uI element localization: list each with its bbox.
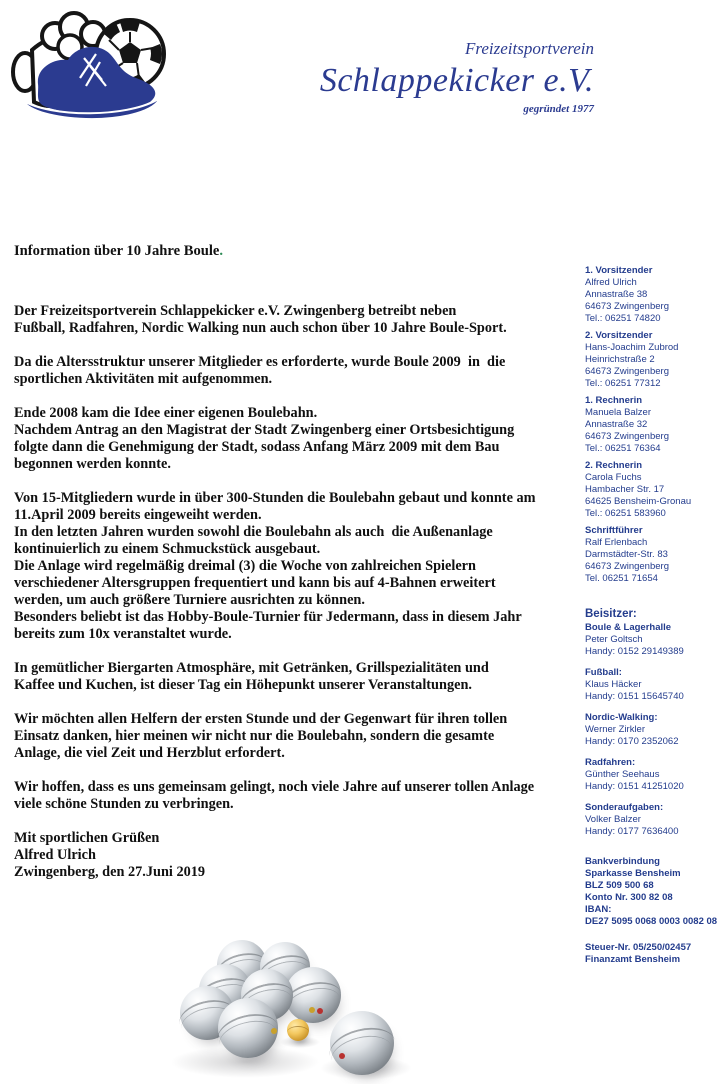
paragraph (14, 660, 576, 694)
paragraph (14, 490, 576, 643)
beisitzer-heading: Beisitzer: (585, 608, 637, 620)
paragraph-line: viele schöne Stunden zu verbringen. (14, 796, 234, 812)
sidebar-section-heading: 2. Rechnerin (585, 460, 643, 471)
sidebar-section-heading: Boule & Lagerhalle (585, 622, 672, 633)
sidebar-section-line: Peter Goltsch (585, 634, 643, 645)
sidebar-section (585, 395, 721, 455)
paragraph-line: Fußball, Radfahren, Nordic Walking nun auch schon über 10 Jahre Boule-Sport. (14, 320, 507, 336)
paragraph-line: Von 15-Mitgliedern wurde in über 300-Stunden die Boulebahn gebaut und konnte am (14, 490, 536, 506)
sidebar-section-line: Ralf Erlenbach (585, 537, 648, 548)
paragraph-line: In gemütlicher Biergarten Atmosphäre, mit Getränken, Grillspezialitäten und (14, 660, 489, 676)
ball-mark (317, 1008, 323, 1014)
sidebar-section (585, 525, 721, 585)
sidebar-section-line: Handy: 0151 15645740 (585, 691, 684, 702)
tax-line: Finanzamt Bensheim (585, 954, 681, 965)
bank-details (585, 856, 721, 928)
paragraph (14, 405, 576, 473)
sidebar-section (585, 757, 721, 793)
jack-ball (287, 1019, 309, 1041)
petanque-ball (330, 1011, 394, 1075)
sidebar-section-line: 64673 Zwingenberg (585, 366, 669, 377)
sidebar-section-line: Tel.: 06251 583960 (585, 508, 666, 519)
sidebar-section (585, 330, 721, 390)
sidebar-section (585, 802, 721, 838)
sidebar-section-line: Werner Zirkler (585, 724, 645, 735)
paragraph-line: bereits zum 10x veranstaltet wurde. (14, 626, 232, 642)
sidebar-section (585, 265, 721, 325)
letterhead-brand (262, 38, 594, 117)
paragraph-line: Ende 2008 kam die Idee einer eigenen Boulebahn. (14, 405, 318, 421)
sidebar-section-line: Tel.: 06251 77312 (585, 378, 661, 389)
sidebar-section-heading: 1. Rechnerin (585, 395, 643, 406)
sidebar-section-line: Heinrichstraße 2 (585, 354, 655, 365)
paragraphs (14, 303, 576, 813)
sidebar-section-line: Handy: 0152 29149389 (585, 646, 684, 657)
paragraph-line: Anlage, die viel Zeit und Herzblut erfordert. (14, 745, 285, 761)
paragraph-line: kontinuierlich zu einem Schmuckstück ausgebaut. (14, 541, 321, 557)
paragraph-line: werden, um auch größere Turniere ausrichten zu können. (14, 592, 365, 608)
ball-mark (339, 1053, 345, 1059)
paragraph (14, 779, 576, 813)
sidebar-section-heading: Fußball: (585, 667, 622, 678)
sidebar-section-line: Hans-Joachim Zubrod (585, 342, 679, 353)
paragraph-line: Der Freizeitsportverein Schlappekicker e.V. Zwingenberg betreibt neben (14, 303, 457, 319)
sidebar-section-line: 64673 Zwingenberg (585, 301, 669, 312)
paragraph-line: In den letzten Jahren wurden sowohl die Boulebahn als auch die Außenanlage (14, 524, 493, 540)
contact-sidebar (585, 265, 721, 966)
paragraph-line: 11.April 2009 bereits eingeweiht werden. (14, 507, 262, 523)
bank-line: Bankverbindung (585, 856, 660, 867)
sidebar-section-line: Manuela Balzer (585, 407, 652, 418)
officers-list (585, 265, 721, 585)
sidebar-section-line: Günther Seehaus (585, 769, 660, 780)
sidebar-section-heading: Schriftführer (585, 525, 643, 536)
paragraph (14, 711, 576, 762)
signature-line: Mit sportlichen Grüßen (14, 830, 160, 846)
paragraph-line: Wir hoffen, dass es uns gemeinsam gelingt, noch viele Jahre auf unserer tollen Anlage (14, 779, 535, 795)
paragraph-line: begonnen werden konnte. (14, 456, 171, 472)
sidebar-section (585, 622, 721, 658)
ball-mark (271, 1028, 277, 1034)
sidebar-section-line: Annastraße 38 (585, 289, 648, 300)
sidebar-section-heading: Nordic-Walking: (585, 712, 658, 723)
tax-details (585, 942, 721, 966)
signature-block (14, 830, 576, 881)
org-name: Schlappekicker e.V. (319, 62, 594, 99)
bank-line: DE27 5095 0068 0003 0082 08 (585, 916, 718, 927)
sidebar-section-line: Hambacher Str. 17 (585, 484, 665, 495)
sidebar-section-line: Volker Balzer (585, 814, 641, 825)
org-founded: gegründet 1977 (523, 103, 594, 115)
sidebar-section (585, 667, 721, 703)
sidebar-section (585, 712, 721, 748)
club-logo (8, 6, 176, 130)
paragraph-line: Nachdem Antrag an den Magistrat der Stadt Zwingenberg einer Ortsbesichtigung (14, 422, 515, 438)
bank-line: Sparkasse Bensheim (585, 868, 681, 879)
sidebar-section-line: Handy: 0170 2352062 (585, 736, 679, 747)
paragraph (14, 303, 576, 337)
sidebar-section-line: Carola Fuchs (585, 472, 642, 483)
sidebar-section-heading: 1. Vorsitzender (585, 265, 653, 276)
tax-line: Steuer-Nr. 05/250/02457 (585, 942, 692, 953)
paragraph-line: sportlichen Aktivitäten mit aufgenommen. (14, 371, 273, 387)
sidebar-section-heading: Sonderaufgaben: (585, 802, 664, 813)
sidebar-section-line: Alfred Ulrich (585, 277, 637, 288)
sidebar-section-line: Darmstädter-Str. 83 (585, 549, 668, 560)
paragraph-line: verschiedener Altersgruppen frequentiert und kann bis auf 4-Bahnen erweitert (14, 575, 496, 591)
sidebar-section-line: Tel. 06251 71654 (585, 573, 658, 584)
paragraph-line: Wir möchten allen Helfern der ersten Stunde und der Gegenwart für ihren tollen (14, 711, 508, 727)
signature-line: Alfred Ulrich (14, 847, 96, 863)
signature-line: Zwingenberg, den 27.Juni 2019 (14, 864, 206, 880)
sidebar-section-line: Annastraße 32 (585, 419, 648, 430)
org-type: Freizeitsportverein (464, 39, 594, 58)
paragraph-line: folgte dann die Genehmigung der Stadt, sodass Anfang März 2009 mit dem Bau (14, 439, 500, 455)
document-title (14, 243, 576, 260)
title-period: . (219, 243, 224, 259)
paragraph-line: Die Anlage wird regelmäßig dreimal (3) die Woche von zahlreichen Spielern (14, 558, 476, 574)
sidebar-section-line: Tel.: 06251 74820 (585, 313, 661, 324)
bank-line: IBAN: (585, 904, 612, 915)
sidebar-section (585, 460, 721, 520)
sidebar-section-line: Handy: 0151 41251020 (585, 781, 684, 792)
sidebar-section-line: 64625 Bensheim-Gronau (585, 496, 692, 507)
sidebar-section-line: Handy: 0177 7636400 (585, 826, 679, 837)
sidebar-section-line: 64673 Zwingenberg (585, 561, 669, 572)
ball-mark (309, 1007, 315, 1013)
paragraph-line: Da die Altersstruktur unserer Mitglieder es erforderte, wurde Boule 2009 in die (14, 354, 506, 370)
paragraph-line: Einsatz danken, hier meinen wir nicht nur die Boulebahn, sondern die gesamte (14, 728, 495, 744)
letter-body (14, 243, 576, 881)
paragraph-line: Besonders beliebt ist das Hobby-Boule-Turnier für Jedermann, dass in diesem Jahr (14, 609, 522, 625)
bank-line: BLZ 509 500 68 (585, 880, 654, 891)
sidebar-section-heading: 2. Vorsitzender (585, 330, 653, 341)
sidebar-section-line: Tel.: 06251 76364 (585, 443, 661, 454)
paragraph (14, 354, 576, 388)
sidebar-section-heading: Radfahren: (585, 757, 636, 768)
petanque-ball (218, 998, 278, 1058)
document-title-text: Information über 10 Jahre Boule (14, 243, 220, 259)
sidebar-section-line: 64673 Zwingenberg (585, 431, 669, 442)
boule-balls-photo (170, 928, 410, 1084)
bank-line: Konto Nr. 300 82 08 (585, 892, 673, 903)
paragraph-line: Kaffee und Kuchen, ist dieser Tag ein Höhepunkt unserer Veranstaltungen. (14, 677, 472, 693)
beisitzer-list (585, 622, 721, 838)
sidebar-section-line: Klaus Häcker (585, 679, 642, 690)
